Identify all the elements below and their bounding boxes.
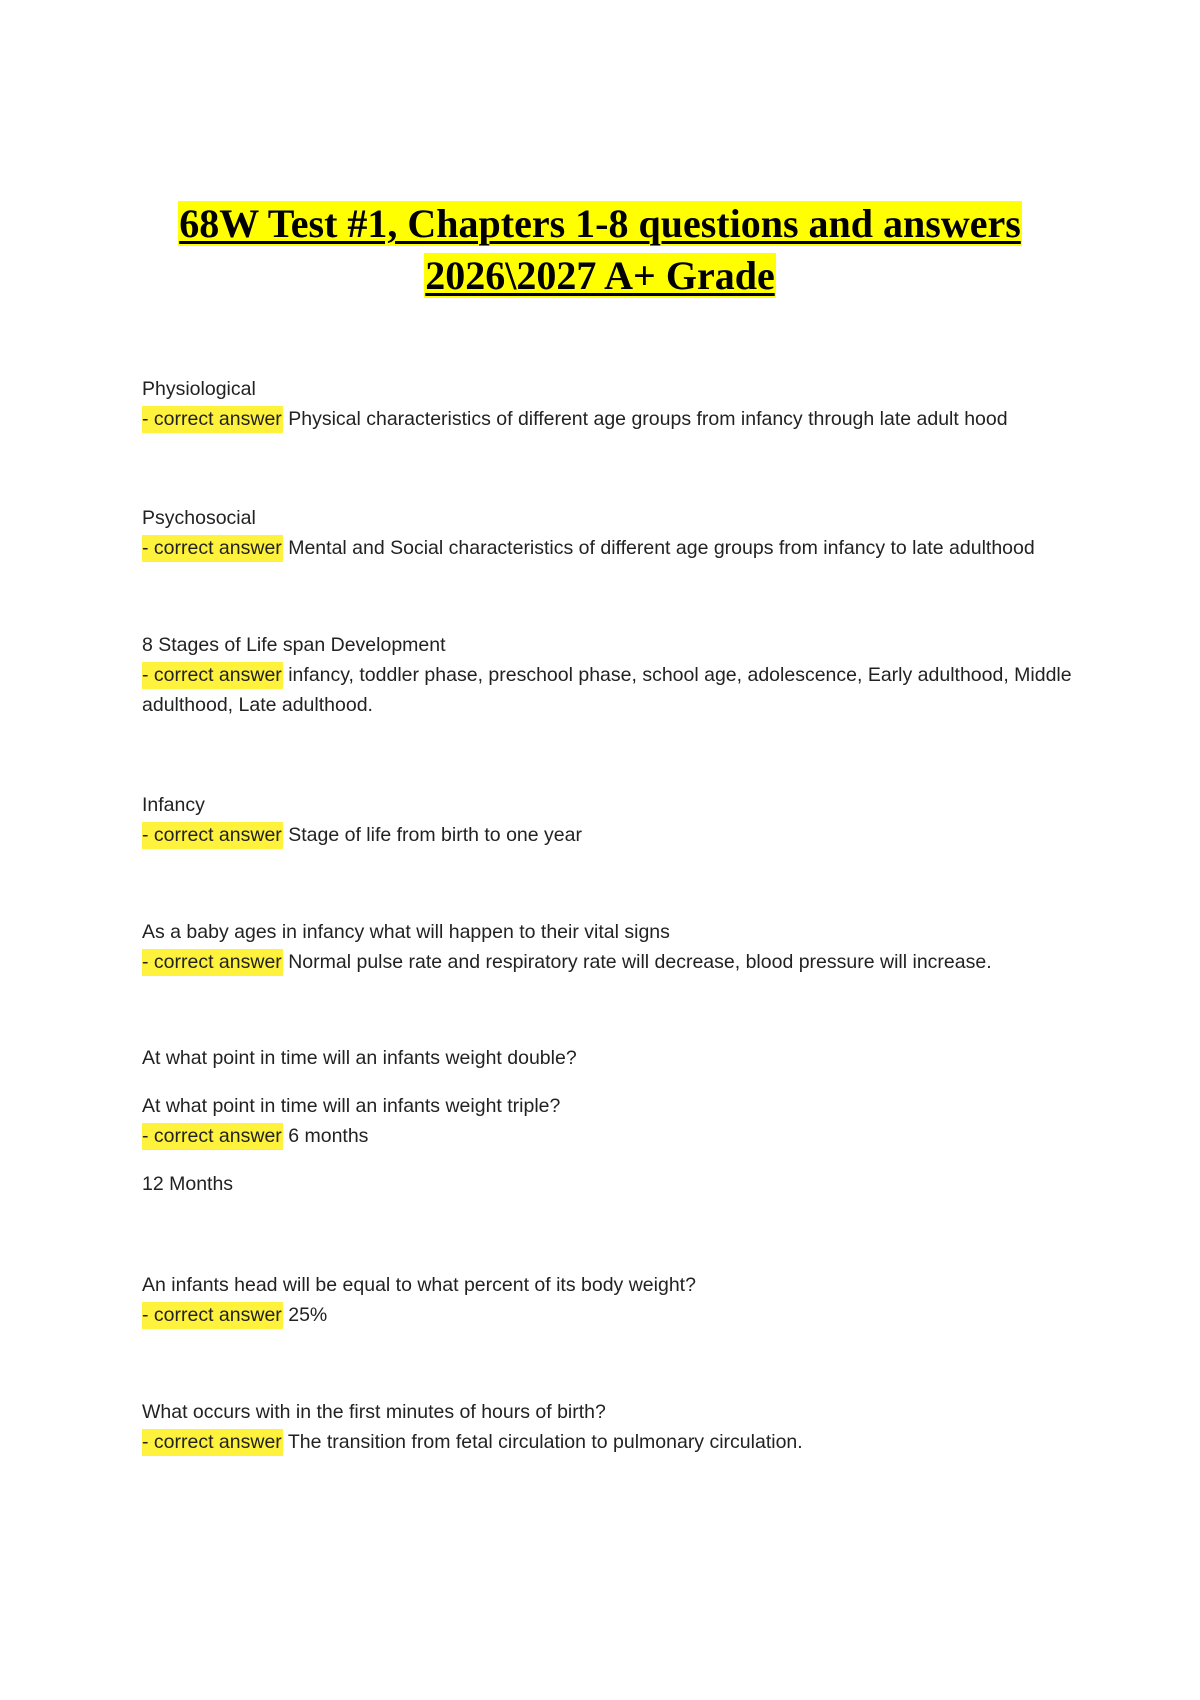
question-text: Infancy <box>142 794 205 816</box>
qa-item-vital-signs <box>142 917 1102 977</box>
qa-item-infant-weight <box>142 1043 1102 1199</box>
answer-text <box>142 660 1102 720</box>
answer-value: 25% <box>288 1304 328 1326</box>
question-text: An infants head will be equal to what percent of its body weight? <box>142 1274 696 1296</box>
correct-answer-marker: - correct answer <box>142 535 283 562</box>
correct-answer-marker: - correct answer <box>142 1123 283 1150</box>
question-text: Psychosocial <box>142 507 256 529</box>
answer-value: infancy, toddler phase, preschool phase, school age, adolescence, Early adulthood, Middle adulthood, Late adulthood. <box>142 664 1072 716</box>
question-text: As a baby ages in infancy what will happen to their vital signs <box>142 921 670 943</box>
answer-text <box>142 1427 1102 1457</box>
question-text: 8 Stages of Life span Development <box>142 634 446 656</box>
title-line-1: 68W Test #1, Chapters 1-8 questions and answers <box>179 201 1021 246</box>
qa-item-infancy <box>142 790 1102 850</box>
answer-value: Mental and Social characteristics of different age groups from infancy to late adulthood <box>288 537 1035 559</box>
answer-value: 6 months <box>288 1125 369 1147</box>
correct-answer-marker: - correct answer <box>142 949 283 976</box>
answer-value: The transition from fetal circulation to pulmonary circulation. <box>287 1431 803 1453</box>
question-text-2: At what point in time will an infants weight triple? <box>142 1095 561 1117</box>
question-text: Physiological <box>142 378 256 400</box>
answer-text <box>142 1121 1102 1151</box>
correct-answer-marker: - correct answer <box>142 406 283 433</box>
correct-answer-marker: - correct answer <box>142 1302 283 1329</box>
qa-item-life-span-stages <box>142 630 1102 720</box>
answer-value: Normal pulse rate and respiratory rate will decrease, blood pressure will increase. <box>288 951 992 973</box>
qa-item-birth-transition <box>142 1397 1102 1457</box>
question-text: What occurs with in the first minutes of hours of birth? <box>142 1401 606 1423</box>
document-title <box>0 198 1200 302</box>
correct-answer-marker: - correct answer <box>142 662 283 689</box>
question-text: At what point in time will an infants weight double? <box>142 1047 577 1069</box>
answer-text <box>142 820 1102 850</box>
answer-value: Stage of life from birth to one year <box>288 824 582 846</box>
answer-value: Physical characteristics of different age groups from infancy through late adult hood <box>288 408 1008 430</box>
answer-value-2: 12 Months <box>142 1173 234 1195</box>
answer-text <box>142 533 1102 563</box>
answer-text <box>142 947 1102 977</box>
answer-text <box>142 1300 1102 1330</box>
correct-answer-marker: - correct answer <box>142 1429 283 1456</box>
qa-item-infant-head <box>142 1270 1102 1330</box>
title-line-2: 2026\2027 A+ Grade <box>425 253 775 298</box>
answer-text <box>142 404 1102 434</box>
qa-item-physiological <box>142 374 1102 434</box>
correct-answer-marker: - correct answer <box>142 822 283 849</box>
qa-item-psychosocial <box>142 503 1102 563</box>
